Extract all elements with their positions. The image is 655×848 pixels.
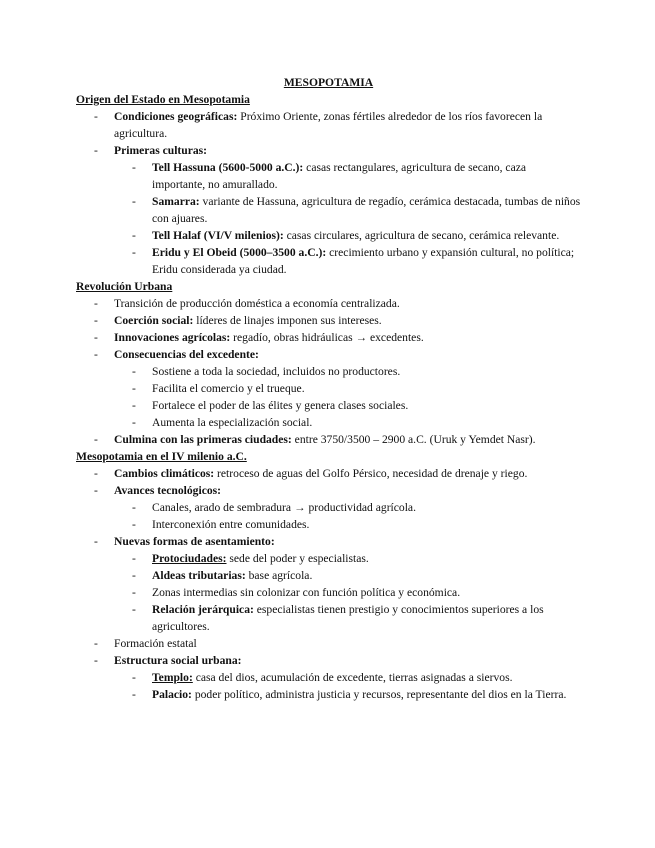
item-text: Fortalece el poder de las élites y genera clases sociales. (152, 399, 409, 412)
list-item (76, 346, 581, 431)
document-page (76, 74, 581, 703)
item-text: regadío, obras hidráulicas → excedentes. (230, 331, 424, 344)
list-item (76, 312, 581, 329)
item-text: Zonas intermedias sin colonizar con función política y económica. (152, 586, 461, 599)
item-text: crecimiento urbano y expansión cultural, no política; Eridu considerada ya ciudad. (152, 246, 575, 276)
section-heading-revolucion: Revolución Urbana (76, 280, 173, 293)
item-text: Interconexión entre comunidades. (152, 518, 310, 531)
item-label: Culmina con las primeras ciudades: (114, 433, 292, 446)
sublist-item (114, 363, 581, 380)
item-label: Innovaciones agrícolas: (114, 331, 231, 344)
document-title: MESOPOTAMIA (283, 76, 374, 89)
item-label: Relación jerárquica: (152, 603, 254, 616)
list-item (76, 652, 581, 703)
item-text: sede del poder y especialistas. (226, 552, 369, 565)
item-text: Canales, arado de sembradura → productividad agrícola. (152, 501, 416, 514)
list-item (76, 108, 581, 142)
sublist-item (114, 380, 581, 397)
item-text: variante de Hassuna, agricultura de regadío, cerámica destacada, tumbas de niños con ajuares. (152, 195, 581, 225)
item-text: casa del dios, acumulación de excedente, tierras asignadas a siervos. (192, 671, 513, 684)
item-label: Palacio: (152, 688, 192, 701)
sublist-item (114, 516, 581, 533)
item-label: Primeras culturas: (114, 144, 208, 157)
list-item (76, 635, 581, 652)
item-label: Consecuencias del excedente: (114, 348, 259, 361)
item-text: casas circulares, agricultura de secano, cerámica relevante. (283, 229, 560, 242)
list-item (76, 142, 581, 278)
sublist-asentamiento (114, 550, 581, 635)
item-text: poder político, administra justicia y recursos, representante del dios en la Tierra. (191, 688, 567, 701)
section-list-revolucion (76, 295, 581, 448)
section-heading-iv-milenio: Mesopotamia en el IV milenio a.C. (76, 450, 247, 463)
sublist-item (114, 499, 581, 516)
item-text: líderes de linajes imponen sus intereses. (193, 314, 382, 327)
item-label: Condiciones geográficas: (114, 110, 238, 123)
item-label: Nuevas formas de asentamiento: (114, 535, 275, 548)
sublist-item (114, 550, 581, 567)
item-label: Estructura social urbana: (114, 654, 242, 667)
list-item (76, 431, 581, 448)
sublist-estructura (114, 669, 581, 703)
sublist-item (114, 244, 581, 278)
item-text: Formación estatal (114, 637, 197, 650)
item-label: Tell Hassuna (5600-5000 a.C.): (152, 161, 304, 174)
item-text: Aumenta la especialización social. (152, 416, 313, 429)
item-label: Cambios climáticos: (114, 467, 215, 480)
section-heading-origen: Origen del Estado en Mesopotamia (76, 93, 250, 106)
sublist-primeras-culturas (114, 159, 581, 278)
item-label: Protociudades: (152, 552, 227, 565)
sublist-item (114, 397, 581, 414)
item-label: Aldeas tributarias: (152, 569, 246, 582)
sublist-item (114, 193, 581, 227)
item-text: Sostiene a toda la sociedad, incluidos no productores. (152, 365, 401, 378)
sublist-avances (114, 499, 581, 533)
item-label: Tell Halaf (VI/V milenios): (152, 229, 284, 242)
item-label: Templo: (152, 671, 193, 684)
item-text: entre 3750/3500 – 2900 a.C. (Uruk y Yemdet Nasr). (291, 433, 536, 446)
section-list-origen (76, 108, 581, 278)
item-label: Coerción social: (114, 314, 194, 327)
sublist-item (114, 601, 581, 635)
item-label: Eridu y El Obeid (5000–3500 a.C.): (152, 246, 327, 259)
item-label: Avances tecnológicos: (114, 484, 222, 497)
sublist-item (114, 159, 581, 193)
item-text: Facilita el comercio y el trueque. (152, 382, 305, 395)
item-text: especialistas tienen prestigio y conocimientos superiores a los agricultores. (152, 603, 544, 633)
item-text: Próximo Oriente, zonas fértiles alrededor de los ríos favorecen la agricultura. (114, 110, 543, 140)
list-item (76, 329, 581, 346)
sublist-item (114, 686, 581, 703)
sublist-consecuencias (114, 363, 581, 431)
item-text: casas rectangulares, agricultura de secano, caza importante, no amurallado. (152, 161, 527, 191)
item-text: base agrícola. (245, 569, 313, 582)
list-item (76, 295, 581, 312)
sublist-item (114, 414, 581, 431)
item-label: Samarra: (152, 195, 200, 208)
sublist-item (114, 669, 581, 686)
sublist-item (114, 227, 581, 244)
sublist-item (114, 567, 581, 584)
item-text: retroceso de aguas del Golfo Pérsico, necesidad de drenaje y riego. (214, 467, 528, 480)
list-item (76, 482, 581, 533)
item-text: Transición de producción doméstica a economía centralizada. (114, 297, 400, 310)
list-item (76, 533, 581, 635)
list-item (76, 465, 581, 482)
section-list-iv-milenio (76, 465, 581, 703)
sublist-item (114, 584, 581, 601)
